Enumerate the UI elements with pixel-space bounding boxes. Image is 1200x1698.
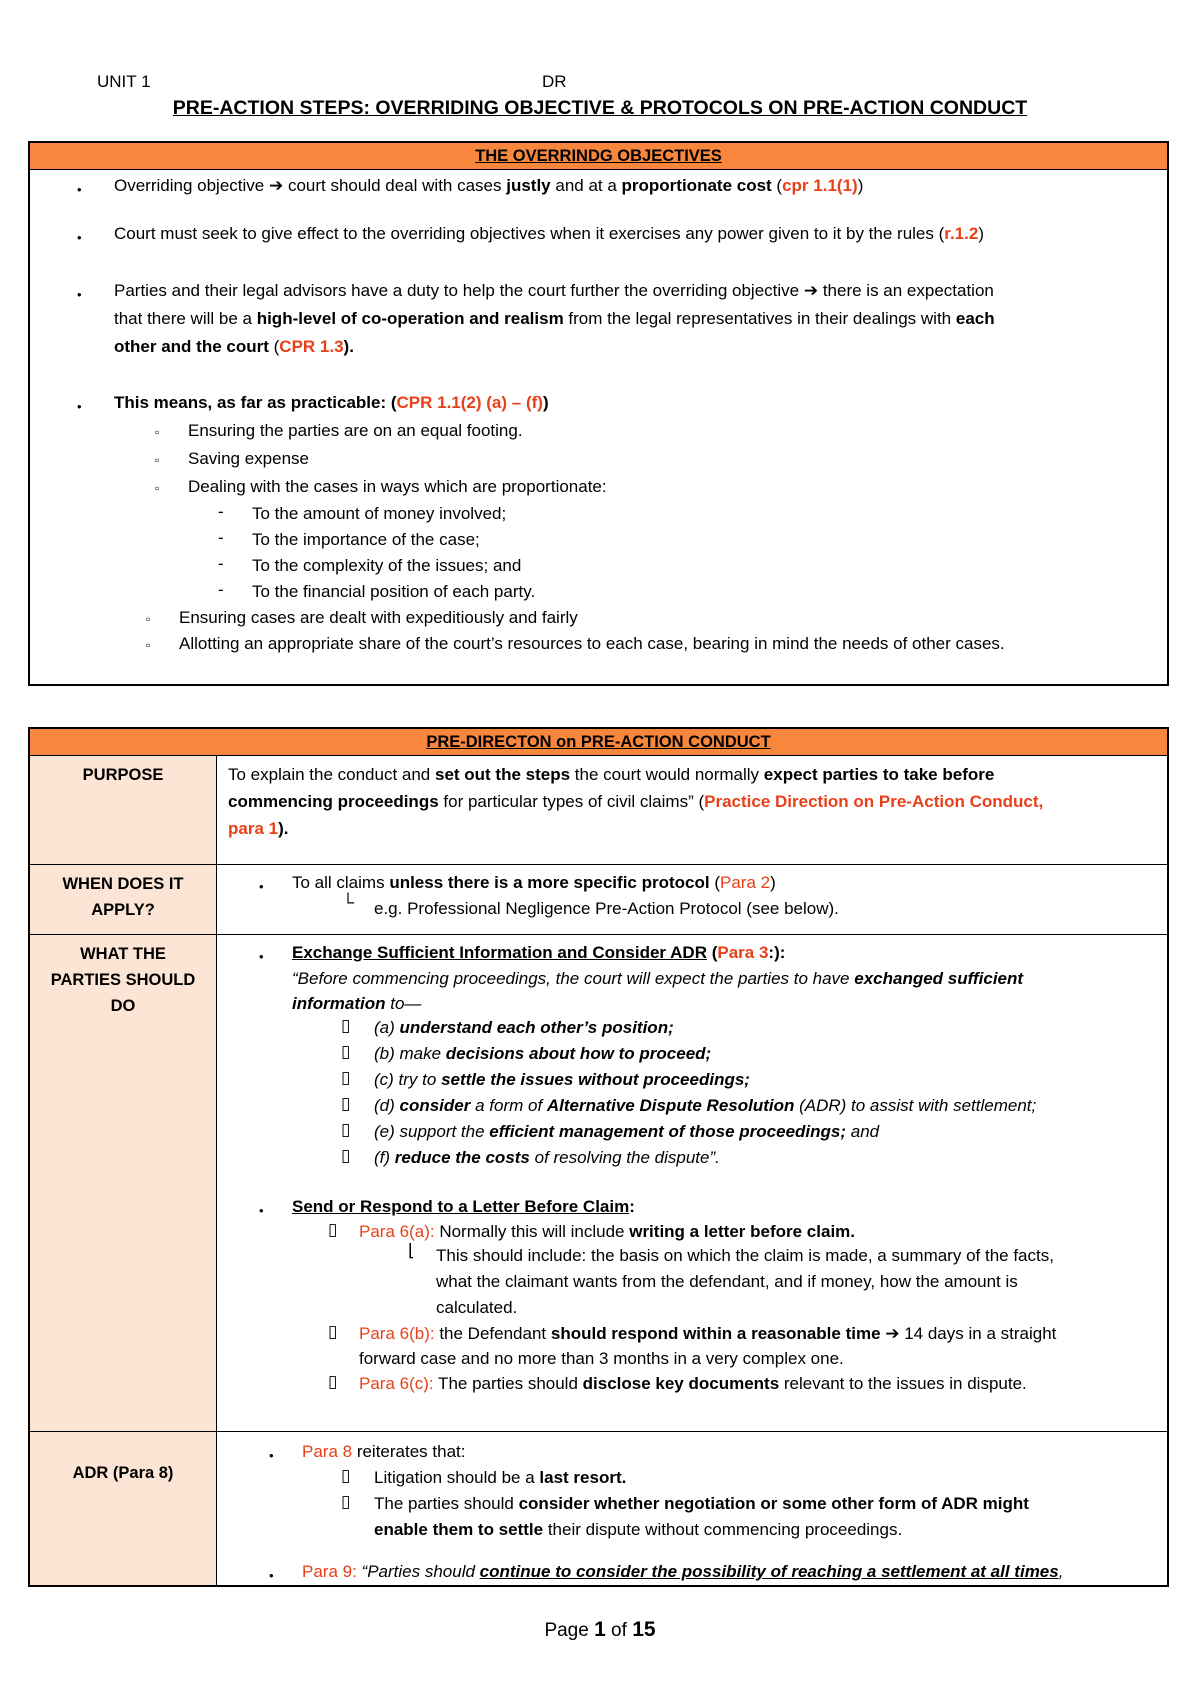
adr-last-resort-line: Litigation should be a last resort. (374, 1468, 627, 1487)
quote-line-1: “Before commencing proceedings, the court will expect the parties to have exchanged sufficient (292, 969, 1024, 988)
purpose-row (30, 756, 1167, 865)
bullet-icon: • (77, 399, 82, 414)
bullet-icon: • (259, 879, 264, 894)
bullet-icon: • (77, 230, 82, 245)
square-bullet-icon: ▫ (155, 453, 160, 467)
missing-glyph-icon: ▯ (328, 1322, 338, 1341)
missing-glyph-icon: ⌊ (408, 1241, 415, 1260)
overriding-objectives-heading: THE OVERRINDG OBJECTIVES (30, 143, 1167, 170)
square-bullet-icon: ▫ (146, 638, 151, 652)
when-applies-line-2: e.g. Professional Negligence Pre-Action Protocol (see below). (374, 899, 839, 918)
dash-item-1: To the amount of money involved; (252, 504, 507, 523)
quote-item-d: (d) consider a form of Alternative Dispute Resolution (ADR) to assist with settlement; (374, 1096, 1037, 1115)
para-6a-sub-1: This should include: the basis on which the claim is made, a summary of the facts, (436, 1246, 1054, 1265)
pre-action-conduct-heading: PRE-DIRECTON on PRE-ACTION CONDUCT (30, 729, 1167, 756)
dash-item-4: To the financial position of each party. (252, 582, 536, 601)
para-6a-line: Para 6(a): Normally this will include writing a letter before claim. (359, 1222, 855, 1241)
missing-glyph-icon: ▯ (341, 1016, 351, 1035)
quote-line-2: information to— (292, 994, 422, 1013)
dash-icon: - (218, 580, 224, 599)
adr-para-8-line: Para 8 reiterates that: (302, 1442, 466, 1461)
para-6a-sub-3: calculated. (436, 1298, 518, 1317)
objective-bullet-3-line-2: that there will be a high-level of co-operation and realism from the legal representatives in their dealings with each (114, 309, 995, 328)
header-unit: UNIT 1 (97, 72, 151, 91)
purpose-line-2: commencing proceedings for particular types of civil claims” (Practice Direction on Pre-Action Conduct, (228, 792, 1044, 811)
bullet-icon: • (269, 1568, 274, 1583)
square-bullet-icon: ▫ (155, 481, 160, 495)
when-applies-line-1: To all claims unless there is a more specific protocol (Para 2) (292, 873, 776, 892)
header-initials: DR (542, 72, 567, 91)
when-applies-label: WHEN DOES IT APPLY? (30, 865, 217, 934)
adr-consider-line-1: The parties should consider whether negotiation or some other form of ADR might (374, 1494, 1029, 1513)
bullet-icon: • (269, 1448, 274, 1463)
missing-glyph-icon: ▯ (341, 1042, 351, 1061)
corner-icon: └ (342, 893, 355, 912)
when-applies-row (30, 865, 1167, 935)
objective-bullet-1: Overriding objective ➔ court should deal with cases justly and at a proportionate cost (cpr 1.1(1)) (114, 176, 864, 195)
dash-icon: - (218, 502, 224, 521)
what-parties-do-row (30, 935, 1167, 1432)
overriding-objectives-box (28, 141, 1169, 686)
quote-item-e: (e) support the efficient management of those proceedings; and (374, 1122, 880, 1141)
exchange-info-heading: Exchange Sufficient Information and Consider ADR (Para 3:): (292, 943, 786, 962)
quote-item-f: (f) reduce the costs of resolving the dispute”. (374, 1148, 720, 1167)
adr-consider-line-2: enable them to settle their dispute without commencing proceedings. (374, 1520, 903, 1539)
bullet-icon: • (259, 1203, 264, 1218)
dash-icon: - (218, 528, 224, 547)
missing-glyph-icon: ▯ (328, 1220, 338, 1239)
sub-item-2: Saving expense (188, 449, 309, 468)
sub-item-3: Dealing with the cases in ways which are proportionate: (188, 477, 607, 496)
letter-before-claim-heading: Send or Respond to a Letter Before Claim: (292, 1197, 635, 1216)
adr-label: ADR (Para 8) (30, 1432, 217, 1585)
quote-item-b: (b) make decisions about how to proceed; (374, 1044, 712, 1063)
missing-glyph-icon: ▯ (341, 1466, 351, 1485)
purpose-label: PURPOSE (30, 756, 217, 864)
missing-glyph-icon: ▯ (328, 1372, 338, 1391)
quote-item-a: (a) understand each other’s position; (374, 1018, 674, 1037)
purpose-line-3: para 1). (228, 819, 289, 838)
pre-action-conduct-box (28, 727, 1169, 1587)
adr-para-9-line: Para 9: “Parties should continue to consider the possibility of reaching a settlement at all times, (302, 1562, 1064, 1581)
missing-glyph-icon: ▯ (341, 1492, 351, 1511)
objective-bullet-3-line-1: Parties and their legal advisors have a duty to help the court further the overriding objective ➔ there is an expectation (114, 281, 994, 300)
document-title: PRE-ACTION STEPS: OVERRIDING OBJECTIVE & PROTOCOLS ON PRE-ACTION CONDUCT (172, 97, 1028, 119)
missing-glyph-icon: ▯ (341, 1094, 351, 1113)
dash-item-2: To the importance of the case; (252, 530, 480, 549)
sub-item-4: Ensuring cases are dealt with expeditiously and fairly (179, 608, 578, 627)
what-parties-do-label: WHAT THE PARTIES SHOULD DO (30, 935, 217, 1431)
para-6b-line-1: Para 6(b): the Defendant should respond within a reasonable time ➔ 14 days in a straight (359, 1324, 1057, 1343)
objective-bullet-2: Court must seek to give effect to the overriding objectives when it exercises any power given to it by the rules (r.1.2) (114, 224, 984, 243)
missing-glyph-icon: ▯ (341, 1068, 351, 1087)
purpose-line-1: To explain the conduct and set out the steps the court would normally expect parties to take before (228, 765, 995, 784)
bullet-icon: • (77, 182, 82, 197)
square-bullet-icon: ▫ (146, 612, 151, 626)
para-6c-line: Para 6(c): The parties should disclose key documents relevant to the issues in dispute. (359, 1374, 1027, 1393)
para-6b-line-2: forward case and no more than 3 months in a very complex one. (359, 1349, 844, 1368)
objective-bullet-3-line-3: other and the court (CPR 1.3). (114, 337, 354, 356)
para-6a-sub-2: what the claimant wants from the defendant, and if money, how the amount is (436, 1272, 1018, 1291)
dash-icon: - (218, 554, 224, 573)
bullet-icon: • (259, 949, 264, 964)
missing-glyph-icon: ▯ (341, 1120, 351, 1139)
sub-item-1: Ensuring the parties are on an equal footing. (188, 421, 523, 440)
adr-row (30, 1432, 1167, 1585)
objective-bullet-4: This means, as far as practicable: (CPR 1.1(2) (a) – (f)) (114, 393, 549, 412)
quote-item-c: (c) try to settle the issues without proceedings; (374, 1070, 750, 1089)
square-bullet-icon: ▫ (155, 425, 160, 439)
missing-glyph-icon: ▯ (341, 1146, 351, 1165)
sub-item-5: Allotting an appropriate share of the court’s resources to each case, bearing in mind the needs of other cases. (179, 634, 1005, 653)
dash-item-3: To the complexity of the issues; and (252, 556, 522, 575)
bullet-icon: • (77, 287, 82, 302)
page-footer: Page 1 of 15 (544, 1618, 656, 1641)
